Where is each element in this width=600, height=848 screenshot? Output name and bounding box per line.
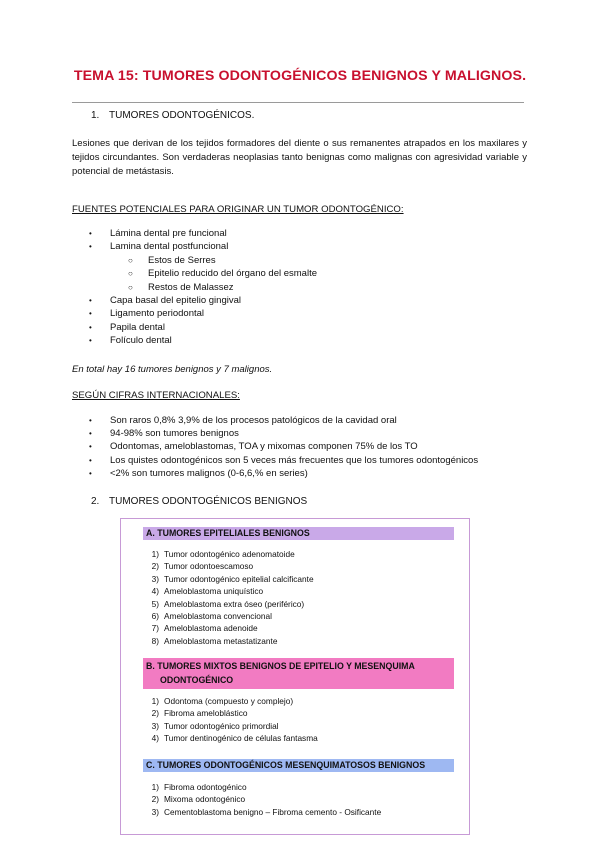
list-item: 5) Ameloblastoma extra óseo (periférico) bbox=[151, 598, 305, 609]
benign-tumor-table bbox=[120, 518, 470, 835]
bullet-icon: • bbox=[89, 468, 92, 478]
section-label: TUMORES ODONTOGÉNICOS BENIGNOS bbox=[109, 496, 308, 507]
fuentes-list bbox=[72, 227, 317, 348]
bullet-icon: • bbox=[89, 336, 92, 346]
list-item: • Ligamento periodontal bbox=[89, 308, 205, 320]
list-item: • Papila dental bbox=[89, 321, 165, 333]
bullet-icon: • bbox=[89, 442, 92, 452]
list-item: • Lamina dental postfuncional bbox=[89, 241, 229, 253]
group-a-list bbox=[143, 548, 314, 647]
cifras-list bbox=[72, 414, 478, 480]
group-b-list bbox=[143, 695, 318, 745]
group-c-list bbox=[143, 781, 381, 818]
bullet-icon: • bbox=[89, 295, 92, 305]
bullet-icon: • bbox=[89, 309, 92, 319]
list-item: 1) Odontoma (compuesto y complejo) bbox=[151, 696, 294, 706]
tumor-total-note: En total hay 16 tumores benignos y 7 malignos. bbox=[72, 364, 273, 375]
list-item: • 94-98% son tumores benignos bbox=[89, 428, 239, 440]
list-item: 2) Fibroma ameloblástico bbox=[151, 708, 248, 719]
fuentes-heading: FUENTES POTENCIALES PARA ORIGINAR UN TUMOR ODONTOGÉNICO: bbox=[72, 204, 404, 215]
section-2-heading bbox=[91, 496, 307, 507]
list-item: • Los quistes odontogénicos son 5 veces más frecuentes que los tumores odontogénicos bbox=[89, 454, 479, 466]
list-item: 1) Fibroma odontogénico bbox=[151, 782, 247, 792]
list-item: 2) Tumor odontoescamoso bbox=[151, 561, 254, 572]
list-item: • Folículo dental bbox=[89, 335, 172, 347]
bullet-icon: • bbox=[89, 429, 92, 439]
list-item: 2) Mixoma odontogénico bbox=[151, 794, 246, 805]
list-item: 3) Cementoblastoma benigno – Fibroma cemento - Osificante bbox=[151, 806, 382, 817]
cifras-heading: SEGÚN CIFRAS INTERNACIONALES: bbox=[72, 390, 240, 401]
section-1-heading bbox=[91, 110, 254, 121]
bullet-icon: • bbox=[89, 455, 92, 465]
group-b-header-line-2: ODONTOGÉNICO bbox=[160, 675, 234, 685]
list-item: 4) Tumor dentinogénico de células fantasma bbox=[151, 733, 318, 744]
list-item: 8) Ameloblastoma metastatizante bbox=[151, 635, 278, 646]
sub-list-item: ○ Epitelio reducido del órgano del esmalte bbox=[128, 268, 317, 280]
sub-list-item: ○ Restos de Malassez bbox=[128, 281, 234, 293]
group-c-header: C. TUMORES ODONTOGÉNICOS MESENQUIMATOSOS BENIGNOS bbox=[143, 759, 454, 772]
bullet-icon: • bbox=[89, 242, 92, 252]
title-divider bbox=[72, 102, 524, 103]
list-item: 3) Tumor odontogénico epitelial calcificante bbox=[151, 573, 314, 584]
sub-bullet-icon: ○ bbox=[128, 269, 133, 279]
page-title: TEMA 15: TUMORES ODONTOGÉNICOS BENIGNOS Y MALIGNOS. bbox=[73, 68, 527, 84]
sub-list-item: ○ Estos de Serres bbox=[128, 254, 216, 266]
section-number: 1. bbox=[91, 110, 100, 121]
list-item: 1) Tumor odontogénico adenomatoide bbox=[151, 549, 295, 559]
list-item: 3) Tumor odontogénico primordial bbox=[151, 720, 279, 731]
list-item: 6) Ameloblastoma convencional bbox=[151, 610, 272, 621]
list-item: • Capa basal del epitelio gingival bbox=[89, 294, 241, 306]
bullet-icon: • bbox=[89, 229, 92, 238]
list-item: 4) Ameloblastoma uniquístico bbox=[151, 586, 264, 597]
section-number: 2. bbox=[91, 496, 100, 507]
list-item: • Odontomas, ameloblastomas, TOA y mixomas componen 75% de los TO bbox=[89, 441, 418, 453]
list-item: 7) Ameloblastoma adenoide bbox=[151, 623, 258, 634]
list-item: • Lámina dental pre funcional bbox=[89, 228, 227, 239]
section-label: TUMORES ODONTOGÉNICOS. bbox=[109, 110, 255, 121]
bullet-icon: • bbox=[89, 322, 92, 332]
group-b-header bbox=[143, 658, 454, 689]
bullet-icon: • bbox=[89, 416, 92, 425]
intro-paragraph: Lesiones que derivan de los tejidos formadores del diente o sus remanentes atrapados en los maxilares y tejidos circundantes. Son verdaderas neoplasias tanto benignas como malignas con agresividad variable y potencial de metástasis. bbox=[72, 138, 527, 178]
group-a-header: A. TUMORES EPITELIALES BENIGNOS bbox=[143, 527, 454, 540]
sub-bullet-icon: ○ bbox=[128, 282, 133, 292]
list-item: • Son raros 0,8% 3,9% de los procesos patológicos de la cavidad oral bbox=[89, 415, 397, 426]
group-b-header-line-1: B. TUMORES MIXTOS BENIGNOS DE EPITELIO Y MESENQUIMA bbox=[146, 661, 415, 671]
list-item: • <2% son tumores malignos (0-6,6,% en series) bbox=[89, 467, 308, 479]
sub-bullet-icon: ○ bbox=[128, 255, 133, 265]
